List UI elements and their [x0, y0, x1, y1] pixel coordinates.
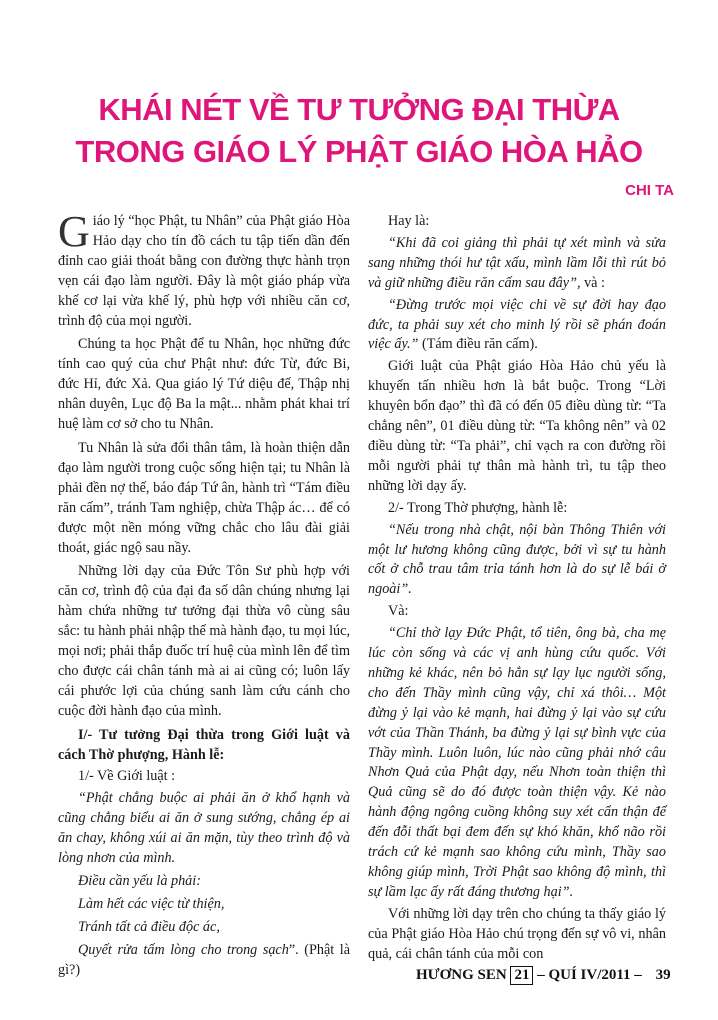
- right-column: [368, 212, 666, 965]
- quote-2: Điều cần yếu là phải:: [78, 873, 201, 889]
- right-quote-2-tail: (Tám điều răn cấm).: [418, 336, 538, 353]
- issue-quarter: – QUÍ IV/2011 –: [537, 967, 642, 983]
- paragraph-4: Những lời dạy của Đức Tôn Sư phù hợp với căn cơ, trình độ của đại đa số dân chúng nhưng lại hàm chứa những tư tưởng đại thừa vô cùng sâu sắc: tu hành phải nhập thế mà hành đạo, tu mọi lúc, mọi nơi; phải thắp đuốc trí huệ của mình lên để tìm cho được cái chân tánh mà ai ai cũng có; luôn lấy cái phước lợi của chúng sanh làm cứu cánh cho cuộc đời hành đạo của mình.: [58, 563, 350, 719]
- right-paragraph-2: Giới luật của Phật giáo Hòa Hảo chủ yếu là khuyến tấn nhiều hơn là bắt buộc. Trong “Lời khuyên bổn đạo” thì đã có đến 05 điều dùng từ: “Ta chẳng nên”, 01 điều dùng từ: “Ta không nên” và 02 điều dùng từ: “Ta phải”, chỉ vạch ra con đường rồi mỗi người phải tự thân mà hành trì, tu tập theo những lời dạy ấy.: [368, 358, 666, 494]
- page-footer: [416, 966, 671, 985]
- right-quote-3: “Nếu trong nhà chật, nội bàn Thông Thiên với một lư hương không cũng được, bởi vì sự tu hành cốt ở chỗ trau tâm trỉa tánh hơn là do sự lễ bái ở ngoài”.: [368, 521, 666, 598]
- magazine-name: HƯƠNG SEN: [416, 967, 507, 983]
- drop-cap: G: [58, 207, 90, 256]
- author-name: CHI TA: [625, 182, 674, 199]
- paragraph-3: Tu Nhân là sửa đổi thân tâm, là hoàn thiện dẫn đạo làm người trong cuộc sống hiện tại; tu Nhân là phải đền nợ thế, báo đáp Tứ ân, hành trì “Tám điều răn cấm”, tránh Tam nghiệp, chừa Thập ác… để có được một nền móng vững chắc cho lâu đài giải thoát, giác ngộ sau nầy.: [58, 439, 350, 556]
- right-paragraph-3: Với những lời dạy trên cho chúng ta thấy giáo lý của Phật giáo Hòa Hảo chú trọng đến sự vô vi, nhân quả, cái chân tánh của mỗi con: [368, 905, 666, 962]
- quote-5-tail: ”. (Phật là gì?): [58, 941, 350, 978]
- section-heading: I/- Tư tưởng Đại thừa trong Giới luật và cách Thờ phượng, Hành lễ:: [58, 726, 350, 763]
- right-paragraph-1: Hay là:: [388, 213, 430, 229]
- page-number: 39: [655, 967, 671, 983]
- quote-5: [58, 941, 350, 981]
- left-column: [58, 207, 350, 981]
- quote-1: “Phật chẳng buộc ai phải ăn ở khổ hạnh và cũng chẳng biểu ai ăn ở sung sướng, chẳng ép ai ăn chay, không xúi ai ăn mặn, tùy theo trình độ và lòng nhơn của mình.: [58, 790, 350, 867]
- paragraph-intro: [58, 207, 350, 331]
- right-quote-1-text: “Khi đã coi giảng thì phải tự xét mình và sửa sang những thói hư tật xấu, mình lầm lỗi thì rút bỏ và giữ những điều răn cấm sau đây”,: [368, 234, 666, 291]
- quote-4: Tránh tất cả điều độc ác,: [78, 918, 220, 935]
- right-quote-1-tail: và :: [580, 274, 605, 291]
- quote-5-italic: Quyết rửa tấm lòng cho trong sạch: [78, 941, 289, 958]
- quote-3: Làm hết các việc từ thiện,: [78, 895, 225, 912]
- issue-number: 21: [510, 966, 533, 985]
- subheading-gioi-luat: 1/- Về Giới luật :: [78, 768, 176, 785]
- article-title-line-1: KHÁI NÉT VỀ TƯ TƯỞNG ĐẠI THỪA: [98, 92, 620, 127]
- right-quote-4: “Chỉ thờ lạy Đức Phật, tổ tiên, ông bà, cha mẹ lúc còn sống và các vị anh hùng cứu quốc. Với những kẻ khác, nên bỏ hẳn sự lạy lục người sống, cho đến Thầy mình cũng vậy, chỉ xá thôi… Một đừng ỷ lại vào kẻ mạnh, hai đừng ỷ lại vào sự cứu vớt của Thần Thánh, ba đừng ỷ lại sự bình vực của Thầy mình. Luôn luôn, lúc nào cũng phải nhớ câu Nhơn Quả của Phật dạy, nếu Nhơn toàn thiện thì Quả cũng sẽ do đó được toàn thiện vậy. Kẻ nào hành động ngông cuồng không suy xét cẩn thận để đến đỗi thất bại đem đến sự khó khăn, khổ não rồi trách cứ kẻ mạnh sao không cứu mình, Thầy sao không giúp mình, Trời Phật sao không độ mình, thì sự lầm lạc ấy rất đáng thương hại”.: [368, 625, 666, 900]
- right-quote-1: [368, 234, 666, 294]
- right-quote-2: [368, 296, 666, 356]
- paragraph-intro-text: iáo lý “học Phật, tu Nhân” của Phật giáo Hòa Hảo dạy cho tín đồ cách tu tập tiến dần đến đỉnh cao giải thoát bằng con đường thực hành trọn vẹn cái đạo làm người. Đây là một giáo pháp vừa khế cơ lại vừa khế lý, phù hợp với nhiều căn cơ, trình độ của mọi người.: [58, 213, 350, 329]
- subheading-tho-phuong: 2/- Trong Thờ phượng, hành lễ:: [388, 499, 568, 516]
- right-paragraph-va: Và:: [388, 603, 409, 620]
- paragraph-2: Chúng ta học Phật để tu Nhân, học những đức tính cao quý của chư Phật như: đức Từ, đức Bi, đức Hỉ, đức Xả. Qua giáo lý Tứ diệu đế, Thập nhị nhân duyên, Lục độ Ba la mật... nhằm phát khai trí huệ làm cơ sở cho tu Nhân.: [58, 336, 350, 433]
- right-quote-2-text: “Đừng trước mọi việc chi về sự đời hay đạo đức, ta phải suy xét cho minh lý rồi sẽ phán đoán việc ấy.”: [368, 296, 666, 353]
- article-title-line-2: TRONG GIÁO LÝ PHẬT GIÁO HÒA HẢO: [75, 134, 643, 169]
